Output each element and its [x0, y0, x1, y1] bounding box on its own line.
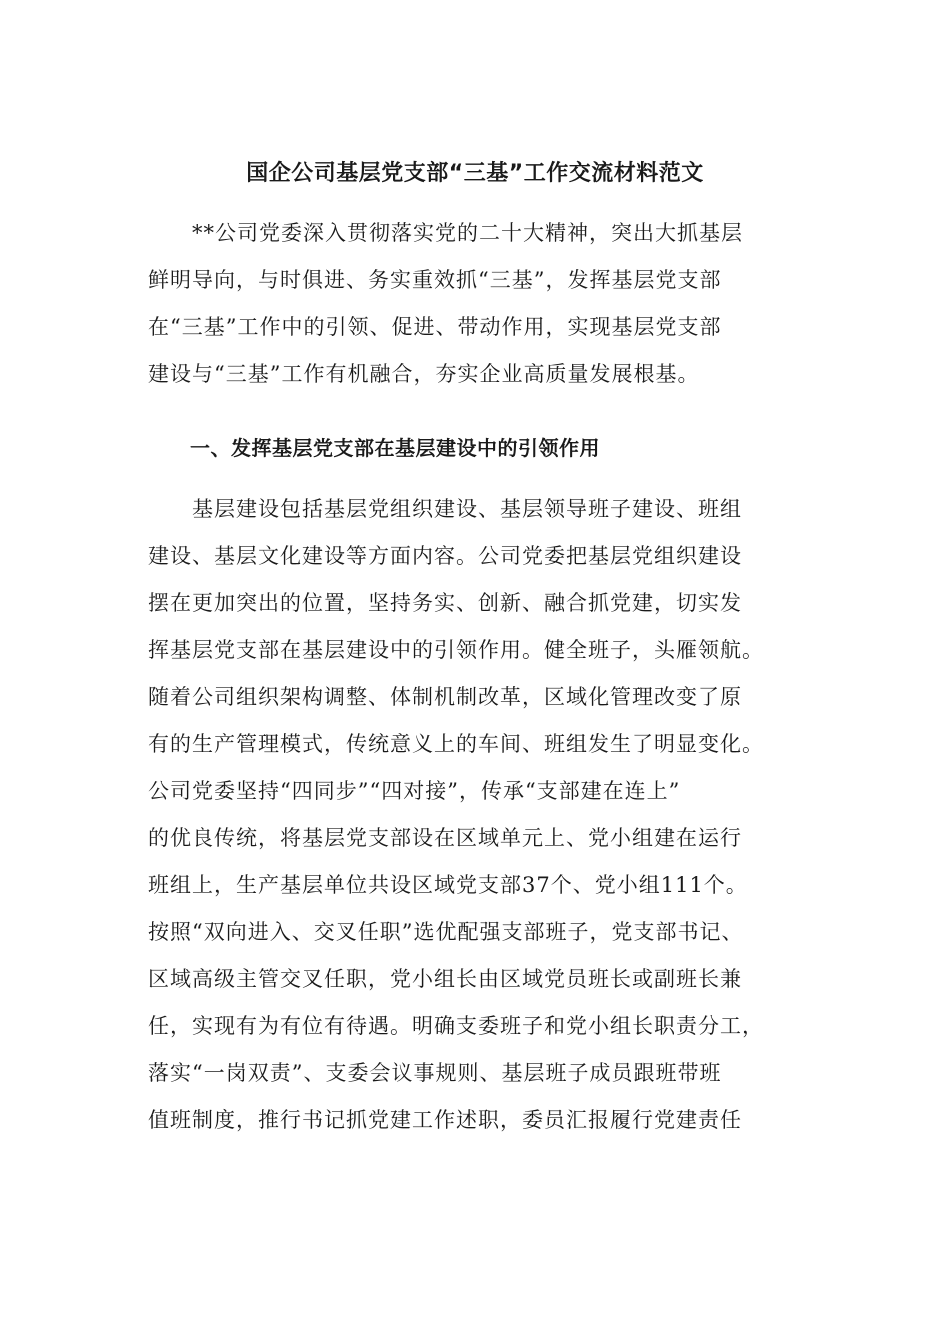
text-line: 建设、基层文化建设等方面内容。公司党委把基层党组织建设 [148, 544, 742, 568]
text-line: 区域高级主管交叉任职，党小组长由区域党员班长或副班长兼 [148, 967, 742, 991]
text-line: 的优良传统，将基层党支部设在区域单元上、党小组建在运行 [148, 826, 742, 850]
text-line: 有的生产管理模式，传统意义上的车间、班组发生了明显变化。 [148, 732, 764, 756]
text-line: 落实“一岗双责”、支委会议事规则、基层班子成员跟班带班 [148, 1061, 722, 1085]
text-line: 公司党委坚持“四同步”“四对接”，传承“支部建在连上” [148, 779, 681, 803]
text-line: 鲜明导向，与时俱进、务实重效抓“三基”，发挥基层党支部 [148, 268, 722, 292]
text-line: **公司党委深入贯彻落实党的二十大精神，突出大抓基层 [148, 221, 743, 245]
text-line: 按照“双向进入、交叉任职”选优配强支部班子，党支部书记、 [148, 920, 744, 944]
text-line: 值班制度，推行书记抓党建工作述职，委员汇报履行党建责任 [148, 1108, 742, 1132]
text-line: 基层建设包括基层党组织建设、基层领导班子建设、班组 [148, 497, 742, 521]
text-line: 挥基层党支部在基层建设中的引领作用。健全班子，头雁领航。 [148, 638, 764, 662]
intro-paragraph [148, 210, 808, 398]
text-line: 班组上，生产基层单位共设区域党支部37个、党小组111个。 [148, 873, 748, 897]
text-line: 随着公司组织架构调整、体制机制改革，区域化管理改变了原 [148, 685, 742, 709]
text-line: 建设与“三基”工作有机融合，夯实企业高质量发展根基。 [148, 362, 700, 386]
section-heading: 一、发挥基层党支部在基层建设中的引领作用 [190, 436, 600, 460]
text-line: 任，实现有为有位有待遇。明确支委班子和党小组长职责分工， [148, 1014, 764, 1038]
text-line: 在“三基”工作中的引领、促进、带动作用，实现基层党支部 [148, 315, 722, 339]
body-paragraph [148, 486, 808, 1144]
text-line: 摆在更加突出的位置，坚持务实、创新、融合抓党建，切实发 [148, 591, 742, 615]
document-title: 国企公司基层党支部“三基”工作交流材料范文 [246, 161, 704, 186]
